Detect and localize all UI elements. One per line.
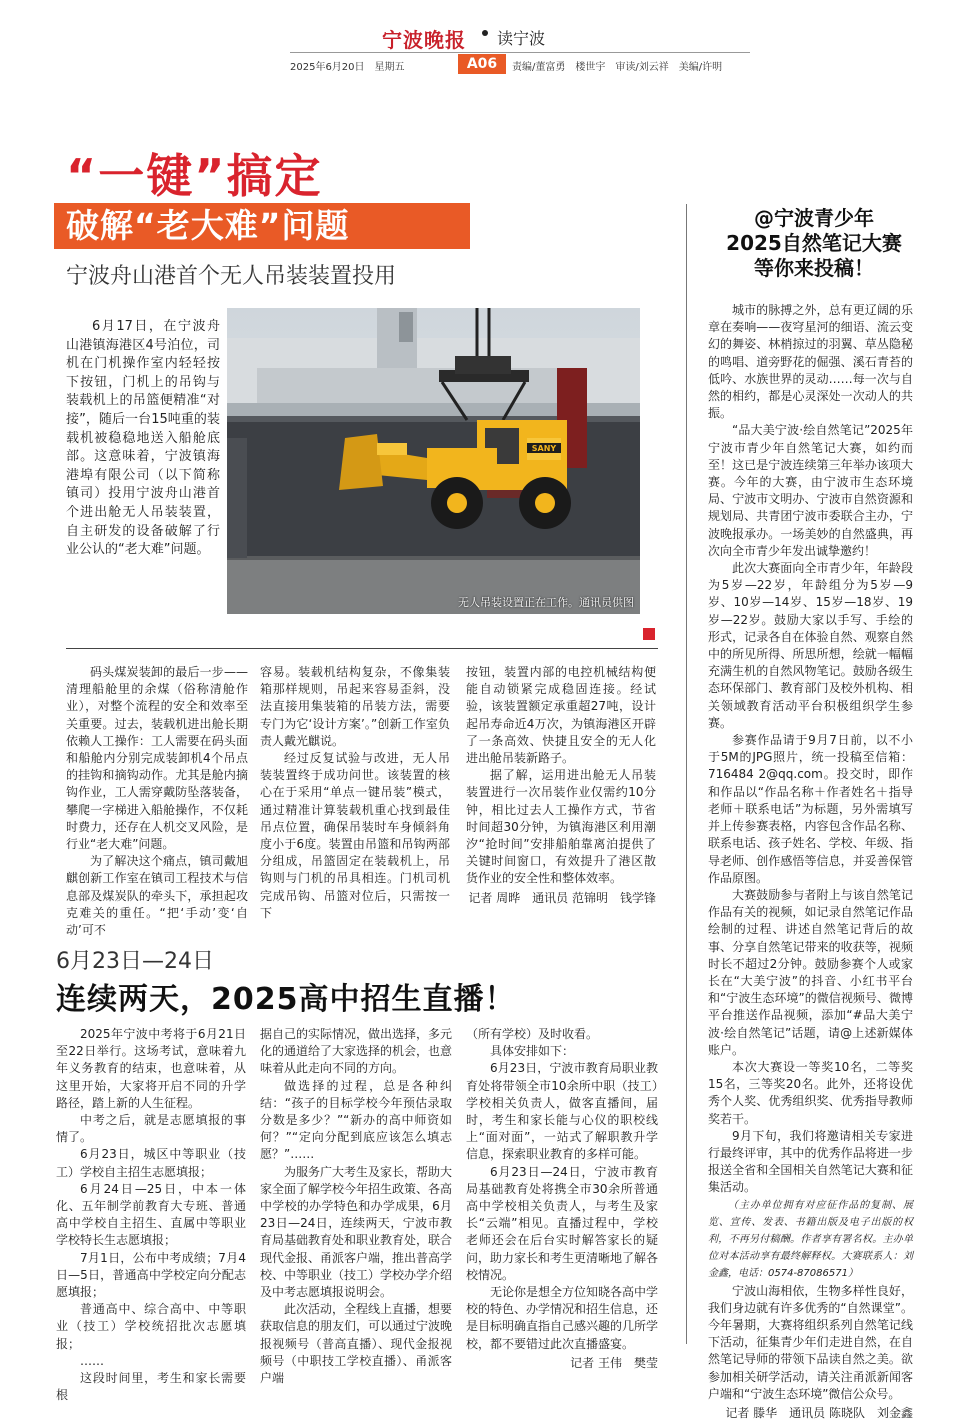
gaokao-col1-p4: 6月24日—25日，中本一体化、五年制学前教育大专班、普通高中学校自主招生、直属中等职业学校特长生志愿填报； (56, 1181, 246, 1248)
section-name: 读宁波 (497, 29, 546, 48)
editor-credits: 责编/董富勇 楼世宇 审读/刘云祥 美编/许明 (512, 62, 723, 73)
gaokao-col2-p1: 据自己的实际情况，做出选择，多元化的通道给了大家选择的机会，也意味着从此走向不同的方向。 (260, 1027, 453, 1076)
lead-col2-p1: 容易。装载机结构复杂，不像集装箱那样规则，吊起来容易歪斜，没法直接用集装箱的吊装方法，需要专门为它‘设计方案’。”创新工作室负责人戴光麒说。 (260, 665, 450, 748)
lead-col2-p2: 经过反复试验与改进，无人吊装装置终于成功问世。该装置的核心在于采用“单点一键吊装”模式，通过精准计算装载机重心找到最佳吊点位置，确保吊装时车身倾斜角度小于6度。装置由吊篮和吊钩两部分组成，吊篮固定在装载机上，吊钩则与门机的吊具相连。门机司机完成吊钩、吊篮对位后，只需按一下 (260, 751, 450, 920)
sidebar-title-line-3: 等你来投稿！ (754, 256, 874, 280)
sidebar-p1: 城市的脉搏之外，总有更辽阔的乐章在奏响——夜穹星河的细语、流云变幻的舞姿、林梢掠过的羽翼、草丛隐秘的鸣唱、道旁野花的倔强、溪石青苔的低吟、水族世界的灵动……每一次与自然的相约，都是心灵深处一次动人的共振。 (708, 303, 913, 421)
gaokao-col1-p5: 7月1日，公布中考成绩；7月4日—5日，普通高中学校定向分配志愿填报； (56, 1250, 246, 1300)
loader-brand-text: SANY (531, 444, 557, 453)
section-marker (643, 628, 655, 640)
second-story-date: 6月23日—24日 (56, 949, 214, 974)
lead-kicker: “一键”搞定 (66, 149, 323, 203)
sidebar-p6: 本次大赛设一等奖10名，二等奖15名，三等奖20名。此外，还将设优秀个人奖、优秀组织奖、优秀指导教师奖若干。 (708, 1059, 913, 1126)
gaokao-col3-p2: 具体安排如下： (490, 1044, 575, 1059)
gaokao-col3-p1: （所有学校）及时收看。 (466, 1027, 599, 1041)
gaokao-col1-p7: …… (80, 1353, 104, 1368)
sidebar-p5: 大赛鼓励参与者附上与该自然笔记作品有关的视频，如记录自然笔记作品绘制的过程、讲述自然笔记背后的故事、分享自然笔记带来的收获等，视频时长不超过2分钟。鼓励参赛个人或家长在“大美宁波”的抖音、小红书平台和“宁波生态环境”的微信视频号、微博平台推送作品视频，添加“#品大美宁波·绘自然笔记”话题，请@上述新媒体账户。 (708, 887, 913, 1057)
gaokao-column-3 (466, 1026, 658, 1372)
lead-title: 破解“老大难”问题 (54, 203, 470, 249)
gaokao-col1-p1: 2025年宁波中考将于6月21日至22日举行。这场考试，意味着九年义务教育的结束，也意味着，从这里开始，大家将开启不同的升学路径，踏上新的人生征程。 (56, 1027, 246, 1110)
sidebar-p4: 参赛作品请于9月7日前，以不小于5M的JPG照片，统一投稿至信箱：716484 2@qq.com。投交时，即作和作品以“作品名称＋作者姓名＋指导老师＋联系电话”为标题，另外需填写并上传参赛表格，内容包含作品名称、联系电话、孩子姓名、学校、年级、指导老师、创作感悟等信息，并妥善保管作品原图。 (708, 733, 913, 885)
lead-col3-p2: 据了解，运用进出舱无人吊装装置进行一次吊装作业仅需约10分钟，相比过去人工操作方式，节省时间超30分钟，为镇海港区利用潮汐“抢时间”安排船舶靠离泊提供了关键时间窗口，有效提升了港区散货作业的安全性和整体效率。 (466, 768, 656, 886)
sidebar-p7: 9月下旬，我们将邀请相关专家进行最终评审，其中的优秀作品将进一步报送全省和全国相关自然笔记大赛和征集活动。 (708, 1128, 913, 1195)
second-story-title: 连续两天，2025高中招生直播！ (56, 982, 516, 1017)
loader-lift-illustration (227, 308, 640, 614)
lead-col1-p1: 码头煤炭装卸的最后一步——清理船舱里的余煤（俗称清舱作业），对整个流程的安全和效率至关重要。过去，装载机进出舱长期依赖人工操作：工人需要在码头面和船舱内分别完成装卸机4个吊点的挂钩和摘钩动作。尤其是舱内摘钩作业，工人需穿戴防坠落装备，攀爬一字梯进入船舱操作，不仅耗时费力，还存在人机交叉风险，是行业“老大难”问题。 (66, 665, 248, 852)
sidebar-title (704, 206, 924, 281)
masthead-dot (482, 30, 488, 36)
gaokao-col2-p3: 为服务广大考生及家长，帮助大家全面了解学校今年招生政策、各高中学校的办学特色和办学成果，6月23日—24日，连续两天，宁波市教育局基础教育处和职业教育处，联合现代金报、甬派客户端，推出普高学校、中等职业（技工）学校办学介绍及中考志愿填报说明会。 (260, 1164, 453, 1300)
section-divider (66, 648, 658, 649)
gaokao-col2-p2: 做选择的过程，总是各种纠结：“孩子的目标学校今年预估录取分数是多少？”“新办的高中师资如何？”“定向分配到底应该怎么填志愿？”…… (260, 1078, 452, 1162)
lead-col1-p2: 为了解决这个痛点，镇司戴旭麒创新工作室在镇司工程技术与信息部及煤炭队的牵头下，承担起攻克难关的重任。“把‘手动’变‘自动’可不 (66, 854, 248, 938)
gaokao-col1-p2: 中考之后，就是志愿填报的事情了。 (56, 1113, 246, 1145)
page-number: A06 (458, 54, 506, 74)
sidebar-closing: 宁波山海相依，生物多样性良好，我们身边就有许多优秀的“自然课堂”。今年暑期，大赛将组织系列自然笔记线下活动，征集青少年们走进自然，在自然笔记导师的带领下品读自然之美。欲参加相关研学活动，请关注甬派新闻客户端和“宁波生态环境”微信公众号。 (708, 1283, 913, 1401)
sidebar-p3: 此次大赛面向全市青少年，年龄段为5岁—22岁，年龄组分为5岁—9岁、10岁—14岁、15岁—18岁、19岁—22岁。鼓励大家以手写、手绘的形式，记录各自在体验自然、观察自然中的所见所得、所思所想，绘就一幅幅充满生机的自然风物笔记。鼓励各级生态环保部门、教育部门及校外机构、相关领域教育活动平台积极组织学生参赛。 (708, 561, 913, 730)
gaokao-col1-p8: 这段时间里，考生和家长需要根 (56, 1371, 246, 1403)
gaokao-col3-p5: 无论你是想全方位知晓各高中学校的特色、办学情况和招生信息，还是目标明确直指自己感兴趣的几所学校，都不要错过此次直播盛宴。 (466, 1285, 659, 1351)
news-photo (227, 308, 640, 614)
sidebar-rule (686, 204, 687, 1344)
lead-col3-p1: 按钮，装置内部的电控机械结构便能自动锁紧完成稳固连接。经试验，该装置额定承重超27吨，设计起吊寿命近4万次，为镇海港区开辟了一条高效、快捷且安全的无人化进出舱吊装新路子。 (466, 665, 656, 766)
lead-column-3 (466, 664, 656, 907)
gaokao-column-2 (260, 1026, 452, 1387)
lead-byline: 记者 周晔 通讯员 范锦明 钱学锋 (468, 890, 656, 905)
gaokao-col3-p3: 6月23日，宁波市教育局职业教育处将带领全市10余所中职（技工）学校相关负责人，做客直播间，届时，考生和家长能与心仪的职校线上“面对面”，一站式了解职教升学信息，探索职业教育的多样可能。 (466, 1061, 658, 1162)
lead-subtitle: 宁波舟山港首个无人吊装装置投用 (66, 264, 397, 289)
lead-column-1 (66, 664, 248, 939)
gaokao-col1-p3: 6月23日，城区中等职业（技工）学校自主招生志愿填报； (56, 1147, 246, 1179)
photo-caption: 无人吊装设置正在工作。通讯员供图 (458, 596, 634, 609)
gaokao-col3-p4: 6月23日—24日，宁波市教育局基础教育处将携全市30余所普通高中学校相关负责人，与考生及家长“云端”相见。直播过程中，学校老师还会在后台实时解答家长的疑问，助力家长和考生更清晰地了解各校情况。 (466, 1164, 659, 1282)
gaokao-col1-p6: 普通高中、综合高中、中等职业（技工）学校统招批次志愿填报； (56, 1302, 246, 1351)
sidebar-byline: 记者 滕华 通讯员 陈晓队 刘金鑫 (725, 1406, 913, 1420)
lead-intro-paragraph: 6月17日，在宁波舟山港镇海港区4号泊位，司机在门机操作室内轻轻按下按钮，门机上的吊钩与装载机上的吊篮便精准“对接”，随后一台15吨重的装载机被稳稳地送入船舱底部。这意味着，宁波镇海港埠有限公司（以下简称镇司）投用宁波舟山港首个进出舱无人吊装装置，自主研发的设备破解了行业公认的“老大难”问题。 (66, 319, 220, 558)
sidebar-title-line-1: @宁波青少年 (754, 206, 874, 230)
sidebar-note: （主办单位拥有对应征作品的复制、展览、宣传、发表、书籍出版及电子出版的权利，不再另付稿酬。作者享有署名权。主办单位对本活动享有最终解释权。大赛联系人：刘金鑫，电话：0574-87086571） (708, 1199, 913, 1280)
gaokao-col2-p4: 此次活动，全程线上直播，想要获取信息的朋友们，可以通过宁波晚报视频号（普高直播）、现代金报视频号（中职技工学校直播）、甬派客户端 (260, 1302, 453, 1386)
gaokao-column-1 (56, 1026, 246, 1404)
newspaper-logo: 宁波晚报 (382, 28, 466, 52)
issue-date: 2025年6月20日 星期五 (290, 62, 405, 73)
masthead-rule (290, 52, 750, 53)
sidebar-title-line-2: 2025自然笔记大赛 (726, 231, 902, 255)
sidebar-p2: “品大美宁波·绘自然笔记”2025年宁波市青少年自然笔记大赛，如约而至！这已是宁波连续第三年举办该项大赛。今年的大赛，由宁波市生态环境局、宁波市文明办、宁波市自然资源和规划局、共青团宁波市委联合主办，宁波晚报承办。一场美妙的自然盛典，再次向全市青少年发出诚挚邀约！ (708, 423, 913, 558)
gaokao-byline: 记者 王伟 樊莹 (570, 1355, 658, 1370)
sidebar-body (708, 302, 913, 1422)
lead-column-2 (260, 664, 450, 922)
